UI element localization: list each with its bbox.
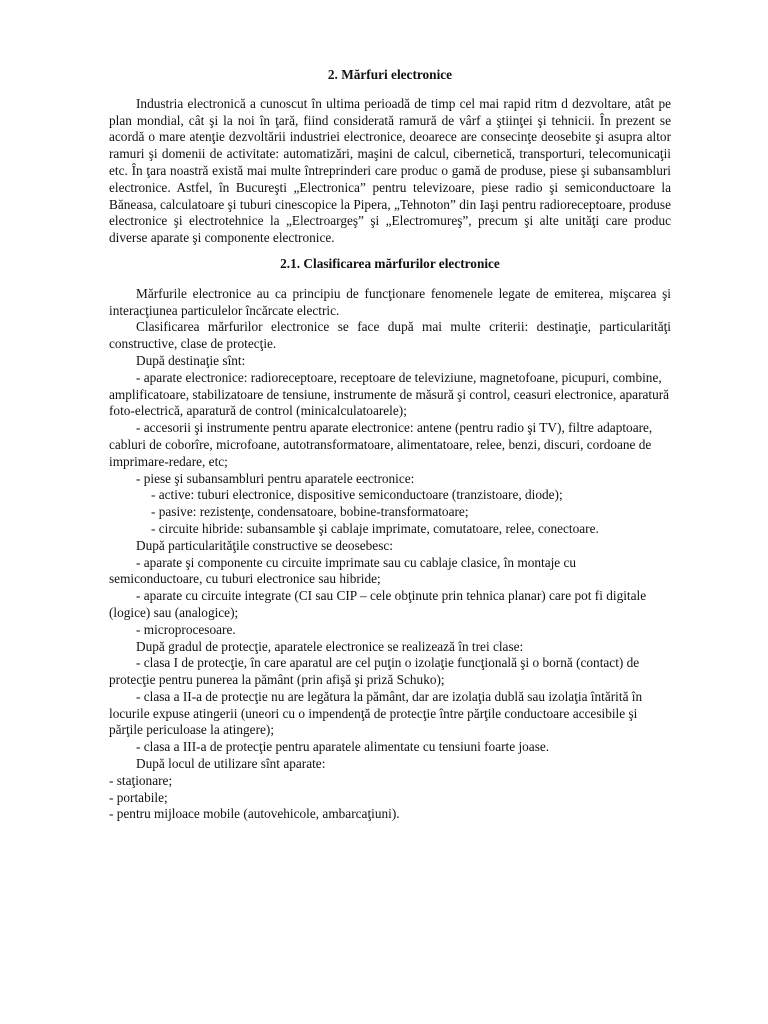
protection-item: - clasa a III-a de protecţie pentru aparatele alimentate cu tensiuni foarte joase. — [136, 739, 550, 755]
document-body — [109, 67, 671, 823]
protection-intro: După gradul de protecţie, aparatele electronice se realizează în trei clase: — [136, 638, 524, 654]
construction-item: - aparate şi componente cu circuite imprimate sau cu cablaje clasice, în montaje cu semiconductoare, cu tuburi electronice sau hibride; — [109, 554, 577, 587]
usage-item: - portabile; — [109, 789, 168, 805]
destination-item: - piese şi subansambluri pentru aparatele eectronice: — [136, 470, 415, 486]
construction-item: - aparate cu circuite integrate (CI sau CIP – cele obţinute prin tehnica planar) care pot fi digitale (logice) sau (analogice); — [109, 588, 647, 620]
parts-subitem: - pasive: rezistenţe, condensatoare, bobine-transformatoare; — [151, 504, 469, 520]
protection-item: - clasa I de protecţie, în care aparatul are cel puţin o izolaţie funcţională şi o bornă (contact) de protecţie pentru punerea la pământ (prin afişă şi priză Schuko); — [109, 655, 640, 688]
classification-paragraph: Clasificarea mărfurilor electronice se face după mai multe criterii: destinaţie, particularităţi constructive, clase de protecţie. — [109, 319, 671, 352]
subsection-title: 2.1. Clasificarea mărfurilor electronice — [280, 255, 500, 271]
destination-item: - accesorii şi instrumente pentru aparate electronice: antene (pentru radio şi TV), filtre adaptoare, cabluri de coborîre, microfoane, autotransformatoare, alimentatoare, relee, benzi, discuri, cordoane de imprimare-redare, etc; — [109, 420, 653, 469]
section-title: 2. Mărfuri electronice — [327, 67, 453, 82]
usage-item: - staţionare; — [109, 772, 173, 788]
destination-intro: După destinaţie sînt: — [136, 352, 246, 368]
parts-subitem: - circuite hibride: subansamble şi cablaje imprimate, comutatoare, relee, conectoare. — [151, 520, 599, 536]
usage-intro: După locul de utilizare sînt aparate: — [136, 756, 326, 772]
intro-paragraph: Industria electronică a cunoscut în ultima perioadă de timp cel mai rapid ritm d dezvoltare, atât pe plan mondial, cât şi la noi în ţară, fiind considerată ramură de vârf a ştiinţei şi tehnicii. În prezent se acordă o mare atenţie dezvoltării industriei electronice, deoarece are consecinţe deosebite şi asupra altor ramuri şi domenii de activitate: automatizări, maşini de calcul, cibernetică, transporturi, telecomunicaţii etc. În ţara noastră există mai multe întreprinderi care produc o gamă de produse, piese şi subansambluri electronice. Astfel, în Bucureşti „Electronica” pentru televizoare, piese radio şi semiconductoare la Băneasa, calculatoare şi tuburi cinescopice la Pipera, „Tehnoton” din Iaşi pentru radioreceptoare, produse electronice şi electrotehnice la „Electroargeş” şi „Electromureş”, precum şi alte unităţi care produc diverse aparate şi componente electronice. — [109, 95, 671, 246]
construction-item: - microprocesoare. — [136, 621, 236, 637]
definition-paragraph: Mărfurile electronice au ca principiu de funcţionare fenomenele legate de emiterea, mişcarea şi interacţiunea particulelor încărcate electric. — [109, 285, 671, 318]
destination-item: - aparate electronice: radioreceptoare, receptoare de televiziune, magnetofoane, picupuri, combine, amplificatoare, stabilizatoare de tensiune, instrumente de măsură şi control, ceasuri electronice, aparatură foto-electrică, aparatură de control (minicalculatoarele); — [109, 369, 670, 419]
usage-item: - pentru mijloace mobile (autovehicole, ambarcaţiuni). — [109, 806, 400, 822]
protection-item: - clasa a II-a de protecţie nu are legătura la pământ, dar are izolaţia dublă sau izolaţia întărită în locurile expuse atingerii (uneori cu o impendenţă de protecţie între părţile conductoare accesibile şi părţile periculoase la atingere); — [109, 688, 643, 738]
parts-subitem: - active: tuburi electronice, dispositive semiconductoare (tranzistoare, diode); — [151, 487, 563, 503]
construction-intro: După particularităţile constructive se deosebesc: — [136, 537, 393, 553]
